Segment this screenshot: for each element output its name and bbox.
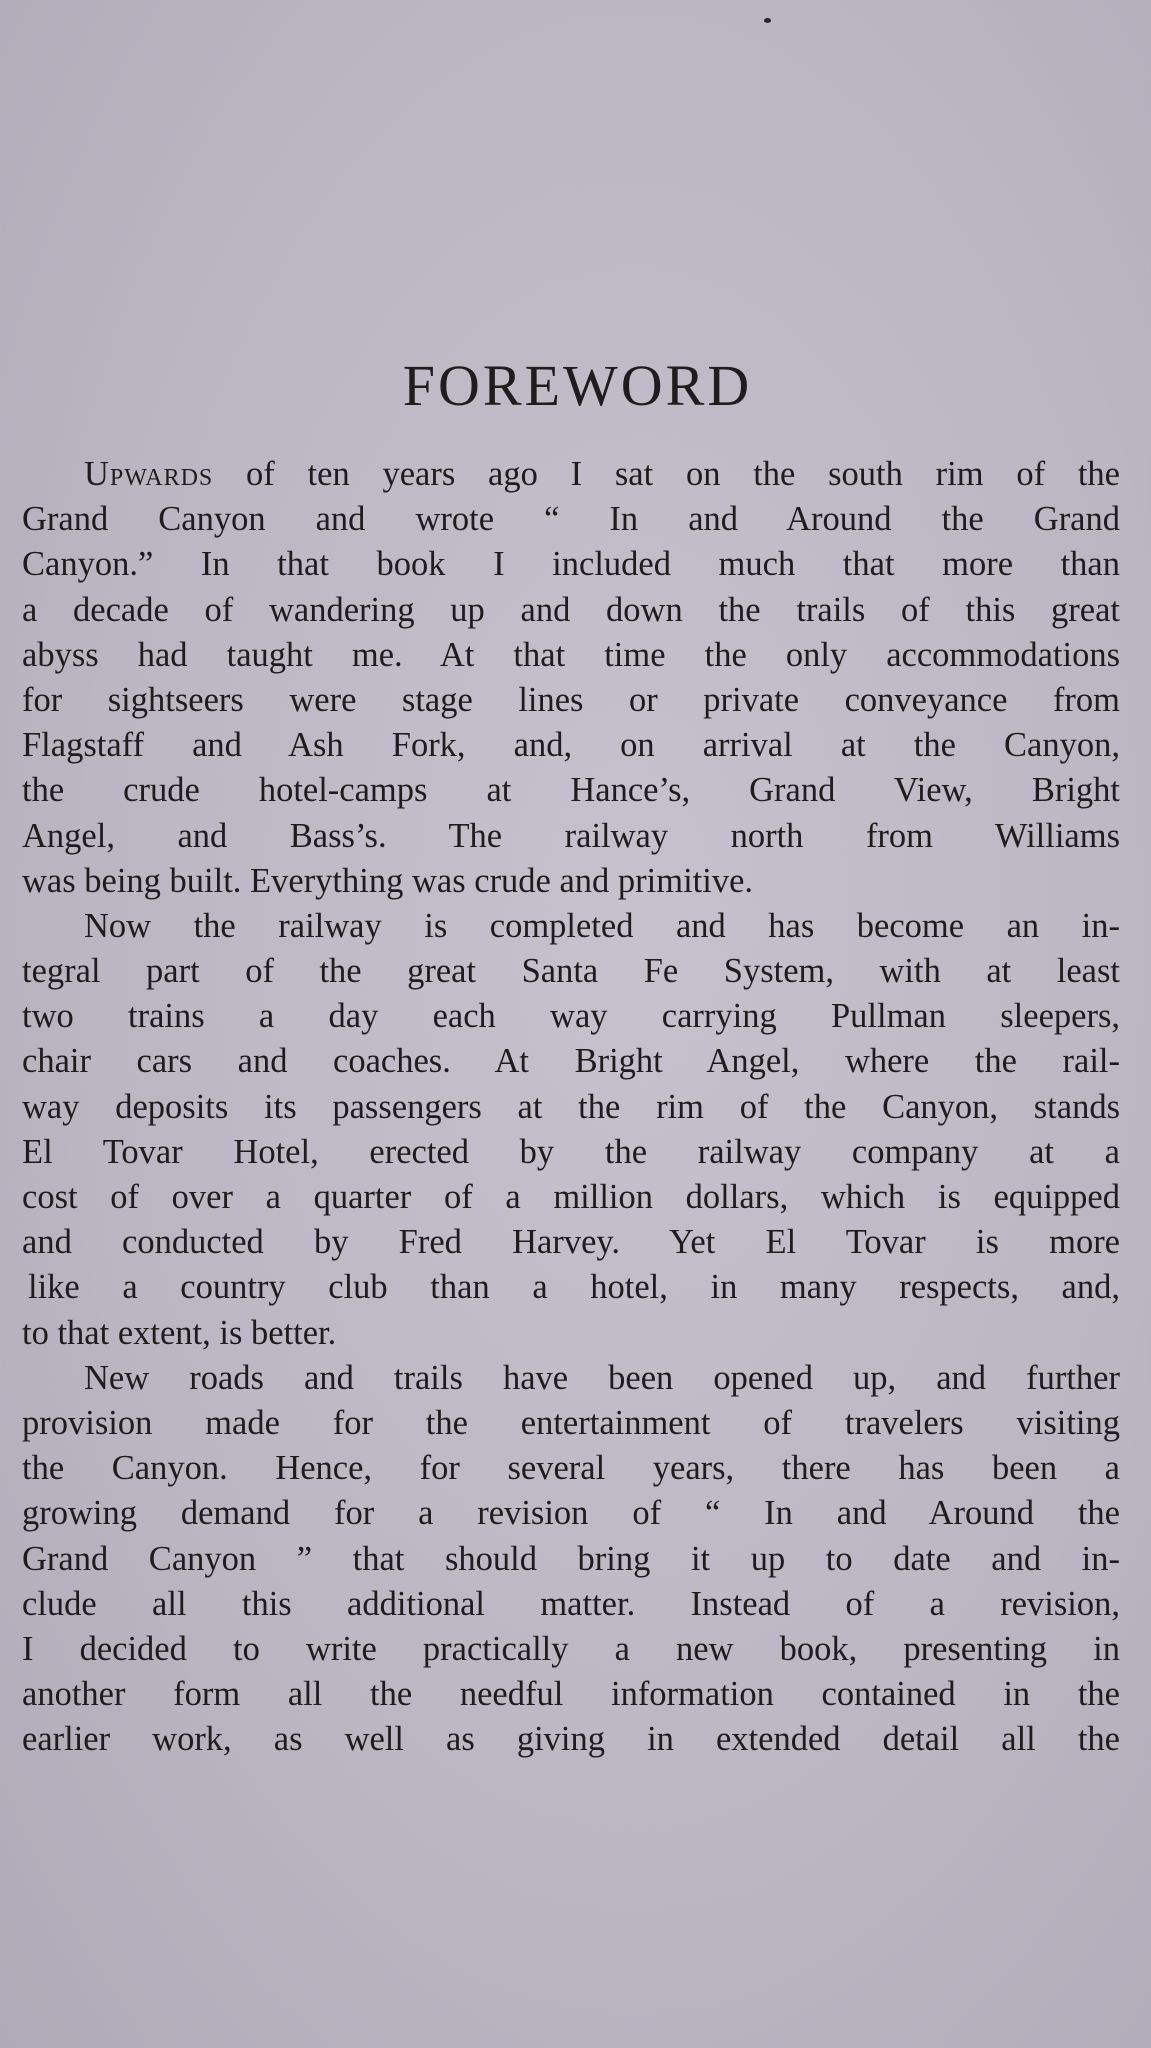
- text-line: Grand Canyon ” that should bring it up to date and in-: [22, 1539, 1120, 1578]
- ink-speck: [764, 18, 771, 23]
- page-title: FOREWORD: [402, 353, 753, 418]
- text-line: growing demand for a revision of “ In and Around the: [22, 1494, 1120, 1533]
- text-line: Canyon.” In that book I included much that more than: [22, 545, 1120, 584]
- text-line: a decade of wandering up and down the trails of this great: [22, 590, 1120, 629]
- text-line: tegral part of the great Santa Fe System, with at least: [22, 952, 1120, 991]
- text-line: another form all the needful information contained in the: [22, 1675, 1120, 1714]
- text-line: El Tovar Hotel, erected by the railway company at a: [22, 1132, 1120, 1171]
- text-line: Flagstaff and Ash Fork, and, on arrival at the Canyon,: [22, 726, 1120, 765]
- text-line: clude all this additional matter. Instead of a revision,: [22, 1584, 1120, 1623]
- small-caps-lead: Upwards: [84, 455, 214, 493]
- text-line: and conducted by Fred Harvey. Yet El Tovar is more: [22, 1223, 1120, 1262]
- text-line: [22, 452, 1120, 497]
- foreword-body: [22, 452, 1120, 1762]
- text-line: cost of over a quarter of a million dollars, which is equipped: [22, 1178, 1120, 1216]
- text-line: New roads and trails have been opened up, and further: [84, 1358, 1120, 1397]
- text-line: the crude hotel-camps at Hance’s, Grand View, Bright: [22, 771, 1120, 810]
- text-line: provision made for the entertainment of travelers visiting: [22, 1403, 1120, 1442]
- text-line: chair cars and coaches. At Bright Angel, where the rail-: [22, 1042, 1120, 1081]
- text-line: two trains a day each way carrying Pullman sleepers,: [22, 997, 1120, 1036]
- text-line: Now the railway is completed and has become an in-: [84, 906, 1120, 945]
- text-line: Angel, and Bass’s. The railway north from Williams: [22, 816, 1120, 855]
- paragraph-1: [22, 452, 1120, 904]
- text-line: for sightseers were stage lines or private conveyance from: [22, 680, 1120, 719]
- text-line: the Canyon. Hence, for several years, there has been a: [22, 1449, 1120, 1488]
- text-line: way deposits its passengers at the rim of the Canyon, stands: [22, 1087, 1120, 1126]
- paragraph-2: [22, 904, 1120, 1356]
- text-line: was being built. Everything was crude and primitive.: [22, 861, 754, 900]
- text-line: Grand Canyon and wrote “ In and Around the Grand: [22, 500, 1120, 539]
- text-line: earlier work, as well as giving in extended detail all the: [22, 1720, 1120, 1759]
- text-line: to that extent, is better.: [22, 1313, 337, 1352]
- text-line: I decided to write practically a new book, presenting in: [22, 1629, 1120, 1668]
- paragraph-3: [22, 1356, 1120, 1763]
- text-line: like a country club than a hotel, in many respects, and,: [28, 1268, 1120, 1307]
- text-line: abyss had taught me. At that time the only accommodations: [22, 635, 1120, 674]
- text-line-rest: of ten years ago I sat on the south rim of the: [213, 455, 1120, 493]
